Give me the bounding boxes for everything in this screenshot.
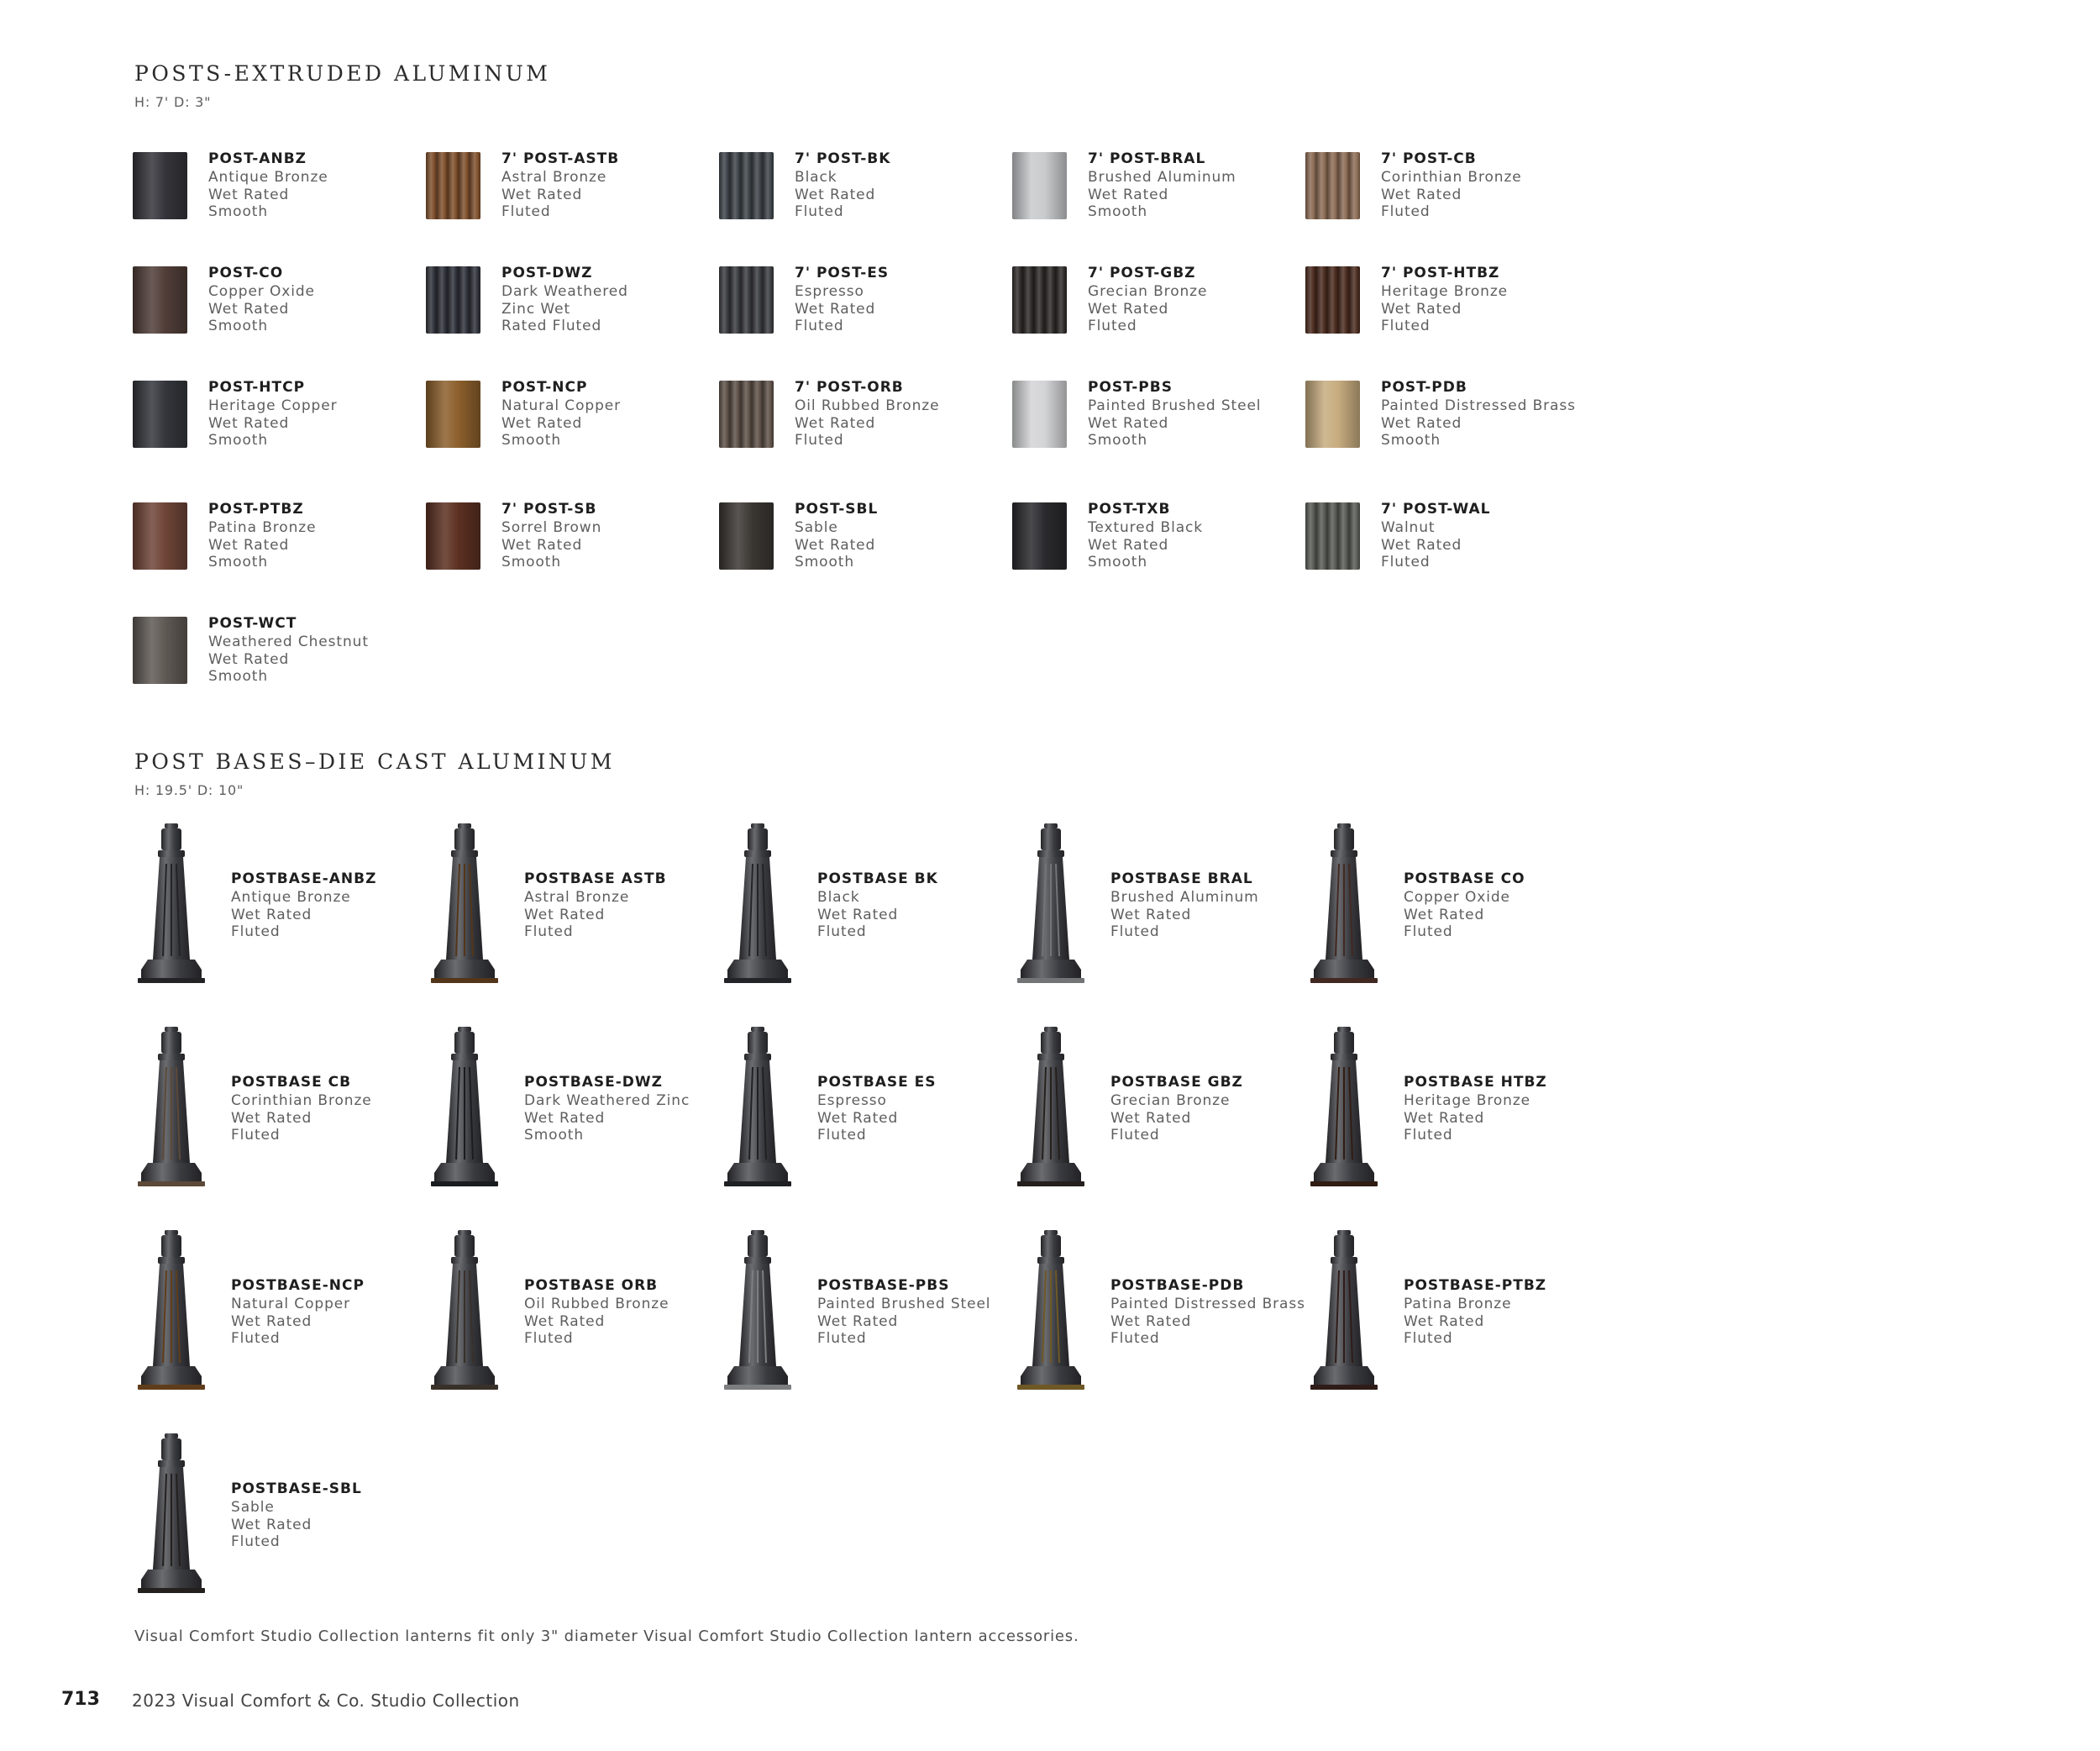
product-code: POST-PBS [1088, 379, 1173, 396]
product-style: Fluted [1088, 318, 1137, 334]
product-style: Fluted [1110, 923, 1160, 940]
product-finish: Corinthian Bronze [231, 1092, 372, 1109]
product-code: POSTBASE-SBL [231, 1480, 362, 1497]
product-finish: Dark Weathered Zinc [524, 1092, 690, 1109]
product-finish: Weathered Chestnut [208, 634, 369, 650]
product-style: Smooth [795, 554, 854, 571]
product-rating: Wet Rated [1381, 414, 1462, 432]
product-info [795, 149, 890, 221]
post-base-image [1012, 1228, 1089, 1393]
product-rating: Wet Rated [231, 1109, 312, 1127]
product-info [817, 1275, 990, 1348]
product-style: Fluted [524, 923, 574, 940]
product-info [795, 377, 939, 450]
product-style: Fluted [231, 1330, 281, 1347]
product-finish: Painted Distressed Brass [1381, 397, 1576, 414]
post-base-image [719, 1025, 796, 1190]
finish-swatch [133, 502, 187, 570]
product-finish: Brushed Aluminum [1110, 889, 1259, 906]
product-style: Smooth [208, 318, 268, 334]
product-style: Smooth [208, 554, 268, 571]
product-finish: Antique Bronze [231, 889, 351, 906]
product-info [1088, 263, 1207, 335]
product-code: POSTBASE BK [817, 870, 938, 887]
product-code: POSTBASE BRAL [1110, 870, 1253, 887]
product-info [1404, 869, 1525, 941]
product-code: POSTBASE HTBZ [1404, 1074, 1547, 1091]
product-rating: Wet Rated [1404, 906, 1485, 923]
product-finish: Oil Rubbed Bronze [524, 1296, 669, 1312]
product-code: POST-HTCP [208, 379, 306, 396]
product-finish: Astral Bronze [524, 889, 630, 906]
post-base-image [426, 1228, 503, 1393]
product-code: 7' POST-WAL [1381, 501, 1491, 518]
product-finish: Walnut [1381, 519, 1436, 536]
product-rating: Wet Rated [524, 1312, 606, 1330]
product-code: POSTBASE CB [231, 1074, 352, 1091]
product-style: Smooth [1088, 554, 1147, 571]
product-rating: Wet Rated [501, 186, 583, 203]
finish-swatch [1305, 502, 1360, 570]
page-number: 713 [61, 1689, 100, 1710]
product-style: Fluted [1404, 1330, 1453, 1347]
finish-swatch [1012, 502, 1067, 570]
product-code: POSTBASE ORB [524, 1277, 659, 1294]
product-code: 7' POST-ORB [795, 379, 904, 396]
finish-swatch [1305, 381, 1360, 448]
product-style: Fluted [795, 203, 844, 220]
bases-section-title: POST BASES–DIE CAST ALUMINUM [134, 749, 615, 774]
product-info [1088, 377, 1261, 450]
collection-name: 2023 Visual Comfort & Co. Studio Collection [132, 1691, 520, 1711]
product-rating: Wet Rated [524, 1109, 606, 1127]
product-info [501, 377, 621, 450]
product-finish: Heritage Copper [208, 397, 338, 414]
product-code: POSTBASE GBZ [1110, 1074, 1243, 1091]
product-code: POSTBASE-DWZ [524, 1074, 663, 1091]
finish-swatch [1305, 266, 1360, 334]
post-base-image [1305, 822, 1383, 986]
product-info [231, 1072, 372, 1144]
product-rating: Wet Rated [795, 414, 876, 432]
product-finish: Astral Bronze [501, 169, 607, 186]
product-code: 7' POST-BRAL [1088, 150, 1206, 167]
product-code: POSTBASE CO [1404, 870, 1525, 887]
product-info [501, 499, 601, 571]
product-rating: Wet Rated [208, 300, 290, 318]
product-rating: Wet Rated [1404, 1109, 1485, 1127]
product-rating: Wet Rated [231, 906, 312, 923]
finish-swatch [426, 381, 480, 448]
post-base-image [426, 1025, 503, 1190]
product-style: Fluted [1381, 318, 1431, 334]
product-style: Rated Fluted [501, 318, 602, 334]
product-code: POST-CO [208, 265, 284, 281]
finish-swatch [719, 152, 774, 219]
finish-swatch [1012, 266, 1067, 334]
product-rating: Wet Rated [208, 536, 290, 554]
product-info [524, 869, 667, 941]
finish-swatch [719, 502, 774, 570]
product-code: POSTBASE-PDB [1110, 1277, 1245, 1294]
post-base-image [133, 1432, 210, 1596]
product-style: Fluted [524, 1330, 574, 1347]
product-info [208, 263, 315, 335]
product-rating: Wet Rated [817, 906, 899, 923]
product-style: Fluted [1381, 203, 1431, 220]
product-rating: Wet Rated [1381, 300, 1462, 318]
product-style: Smooth [501, 554, 561, 571]
product-style: Fluted [231, 923, 281, 940]
product-rating: Zinc Wet [501, 300, 571, 318]
product-rating: Wet Rated [208, 414, 290, 432]
product-finish: Copper Oxide [1404, 889, 1510, 906]
product-finish: Natural Copper [501, 397, 622, 414]
product-rating: Wet Rated [231, 1312, 312, 1330]
product-style: Smooth [1088, 203, 1147, 220]
product-finish: Natural Copper [231, 1296, 351, 1312]
product-style: Fluted [1110, 1127, 1160, 1144]
product-code: 7' POST-ES [795, 265, 890, 281]
product-finish: Brushed Aluminum [1088, 169, 1236, 186]
finish-swatch [719, 266, 774, 334]
product-info [208, 613, 369, 686]
product-info [1110, 1275, 1305, 1348]
product-code: POST-DWZ [501, 265, 593, 281]
product-rating: Wet Rated [1110, 1312, 1192, 1330]
post-base-image [426, 822, 503, 986]
product-rating: Wet Rated [501, 414, 583, 432]
product-rating: Wet Rated [1110, 1109, 1192, 1127]
product-code: POST-SBL [795, 501, 879, 518]
product-style: Fluted [817, 923, 867, 940]
product-finish: Heritage Bronze [1381, 283, 1509, 300]
product-finish: Grecian Bronze [1110, 1092, 1231, 1109]
product-style: Fluted [1404, 1127, 1453, 1144]
product-finish: Textured Black [1088, 519, 1204, 536]
product-rating: Wet Rated [1088, 186, 1169, 203]
post-base-image [1012, 1025, 1089, 1190]
product-finish: Patina Bronze [208, 519, 317, 536]
product-code: POSTBASE ES [817, 1074, 937, 1091]
product-code: POST-NCP [501, 379, 588, 396]
post-base-image [1305, 1228, 1383, 1393]
product-style: Smooth [524, 1127, 584, 1144]
product-info [1110, 1072, 1243, 1144]
finish-swatch [1305, 152, 1360, 219]
product-finish: Sable [795, 519, 838, 536]
product-code: POST-PDB [1381, 379, 1467, 396]
product-style: Fluted [795, 318, 844, 334]
product-code: 7' POST-ASTB [501, 150, 620, 167]
product-info [795, 263, 889, 335]
finish-swatch [1012, 381, 1067, 448]
product-finish: Corinthian Bronze [1381, 169, 1522, 186]
product-info [1404, 1275, 1546, 1348]
post-base-image [133, 822, 210, 986]
product-info [1381, 263, 1508, 335]
product-info [1404, 1072, 1547, 1144]
post-base-image [719, 1228, 796, 1393]
product-code: POSTBASE-PTBZ [1404, 1277, 1547, 1294]
product-style: Smooth [208, 203, 268, 220]
product-finish: Patina Bronze [1404, 1296, 1512, 1312]
product-style: Fluted [231, 1127, 281, 1144]
product-rating: Wet Rated [231, 1516, 312, 1533]
product-style: Smooth [208, 432, 268, 449]
posts-dimensions: H: 7' D: 3" [134, 94, 212, 110]
product-info [208, 377, 338, 450]
finish-swatch [1012, 152, 1067, 219]
product-info [501, 263, 628, 335]
bases-dimensions: H: 19.5' D: 10" [134, 782, 244, 798]
post-base-image [1012, 822, 1089, 986]
product-rating: Wet Rated [501, 536, 583, 554]
product-code: POSTBASE ASTB [524, 870, 667, 887]
post-base-image [133, 1228, 210, 1393]
finish-swatch [426, 502, 480, 570]
product-finish: Grecian Bronze [1088, 283, 1208, 300]
product-info [817, 869, 938, 941]
product-finish: Black [795, 169, 837, 186]
product-rating: Wet Rated [1381, 536, 1462, 554]
finish-swatch [133, 266, 187, 334]
post-base-image [1305, 1025, 1383, 1190]
post-base-image [719, 822, 796, 986]
finish-swatch [133, 152, 187, 219]
finish-swatch [719, 381, 774, 448]
product-code: POST-PTBZ [208, 501, 304, 518]
product-rating: Wet Rated [817, 1312, 899, 1330]
product-info [208, 149, 328, 221]
product-rating: Wet Rated [1110, 906, 1192, 923]
product-finish: Oil Rubbed Bronze [795, 397, 940, 414]
product-style: Smooth [208, 668, 268, 685]
product-style: Fluted [817, 1127, 867, 1144]
product-info [231, 869, 376, 941]
product-style: Smooth [1381, 432, 1441, 449]
finish-swatch [426, 266, 480, 334]
product-info [501, 149, 619, 221]
product-rating: Wet Rated [1088, 536, 1169, 554]
finish-swatch [426, 152, 480, 219]
product-rating: Wet Rated [795, 300, 876, 318]
product-finish: Sable [231, 1499, 275, 1516]
product-finish: Espresso [795, 283, 864, 300]
product-finish: Painted Distressed Brass [1110, 1296, 1305, 1312]
posts-section-title: POSTS-EXTRUDED ALUMINUM [134, 61, 551, 86]
product-finish: Copper Oxide [208, 283, 315, 300]
product-style: Fluted [231, 1533, 281, 1550]
product-rating: Wet Rated [1404, 1312, 1485, 1330]
product-info [524, 1072, 690, 1144]
product-style: Smooth [501, 432, 561, 449]
product-rating: Wet Rated [208, 186, 290, 203]
product-style: Fluted [817, 1330, 867, 1347]
product-info [1088, 499, 1203, 571]
product-info [524, 1275, 669, 1348]
finish-swatch [133, 381, 187, 448]
product-finish: Antique Bronze [208, 169, 328, 186]
product-style: Fluted [1110, 1330, 1160, 1347]
product-info [1381, 499, 1490, 571]
product-rating: Wet Rated [795, 186, 876, 203]
product-finish: Black [817, 889, 860, 906]
product-code: POST-WCT [208, 615, 297, 632]
product-info [817, 1072, 937, 1144]
product-info [1110, 869, 1259, 941]
product-code: 7' POST-HTBZ [1381, 265, 1500, 281]
product-code: 7' POST-BK [795, 150, 891, 167]
product-code: POST-TXB [1088, 501, 1171, 518]
product-style: Fluted [1381, 554, 1431, 571]
product-rating: Wet Rated [1088, 300, 1169, 318]
post-base-image [133, 1025, 210, 1190]
product-style: Fluted [1404, 923, 1453, 940]
product-finish: Heritage Bronze [1404, 1092, 1531, 1109]
product-rating: Wet Rated [1088, 414, 1169, 432]
product-finish: Espresso [817, 1092, 887, 1109]
product-info [795, 499, 878, 571]
lantern-fit-footnote: Visual Comfort Studio Collection lanterns fit only 3" diameter Visual Comfort Studio Collection lantern accessories. [134, 1627, 1079, 1645]
product-rating: Wet Rated [795, 536, 876, 554]
product-code: 7' POST-CB [1381, 150, 1477, 167]
product-style: Fluted [501, 203, 551, 220]
product-info [1381, 149, 1522, 221]
product-style: Smooth [1088, 432, 1147, 449]
product-rating: Wet Rated [524, 906, 606, 923]
product-code: POST-ANBZ [208, 150, 307, 167]
product-info [1088, 149, 1236, 221]
product-code: POSTBASE-PBS [817, 1277, 950, 1294]
product-rating: Wet Rated [1381, 186, 1462, 203]
product-code: POSTBASE-NCP [231, 1277, 365, 1294]
product-style: Fluted [795, 432, 844, 449]
product-info [231, 1275, 365, 1348]
product-code: POSTBASE-ANBZ [231, 870, 377, 887]
product-code: 7' POST-GBZ [1088, 265, 1196, 281]
product-finish: Painted Brushed Steel [817, 1296, 991, 1312]
finish-swatch [133, 617, 187, 684]
product-rating: Wet Rated [208, 650, 290, 668]
product-finish: Dark Weathered [501, 283, 628, 300]
product-info [1381, 377, 1576, 450]
product-code: 7' POST-SB [501, 501, 597, 518]
product-finish: Sorrel Brown [501, 519, 602, 536]
product-rating: Wet Rated [817, 1109, 899, 1127]
product-info [231, 1479, 362, 1551]
product-finish: Painted Brushed Steel [1088, 397, 1262, 414]
product-info [208, 499, 316, 571]
